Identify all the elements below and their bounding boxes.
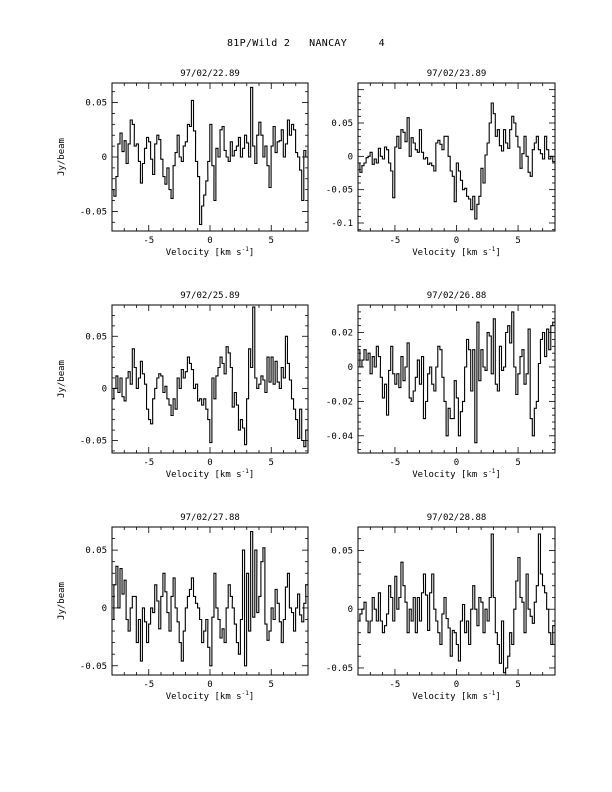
page-title: 81P/Wild 2 NANCAY 4	[226, 38, 385, 49]
x-tick-label: 0	[453, 680, 460, 690]
x-tick-label: 5	[515, 236, 521, 246]
x-tick-label: 5	[268, 236, 274, 246]
y-tick-label: 0	[347, 152, 353, 163]
x-axis-label: Velocity [km $s^{-1}$]	[165, 690, 255, 702]
spectrum-line	[112, 532, 308, 666]
spectrum-line	[358, 312, 555, 443]
x-axis-label: Velocity [km $s^{-1}$]	[165, 468, 255, 480]
spectrum-panel-6	[326, 513, 555, 702]
x-axis-label: Velocity [km $s^{-1}$]	[165, 246, 255, 258]
x-tick-label: 5	[515, 458, 521, 468]
plot-frame	[358, 83, 555, 231]
y-tick-label: 0.05	[331, 546, 353, 557]
x-tick-label: -5	[389, 458, 401, 468]
spectrum-line	[358, 103, 555, 219]
x-tick-label: -5	[143, 236, 155, 246]
panel-title: 97/02/28.88	[426, 513, 487, 523]
spectrum-panel-5	[57, 513, 308, 702]
spectrum-line	[358, 534, 555, 673]
x-tick-label: -5	[389, 680, 401, 690]
y-tick-label: 0.05	[331, 119, 353, 129]
plot-frame	[358, 527, 555, 675]
panel-title: 97/02/22.89	[180, 69, 240, 79]
x-tick-label: -5	[143, 680, 155, 690]
y-tick-label: -0.05	[79, 436, 107, 447]
x-axis-label: Velocity [km $s^{-1}$]	[412, 690, 501, 702]
y-axis-label: Jy/beam	[57, 360, 67, 398]
x-tick-label: 5	[268, 680, 274, 690]
x-axis-label: Velocity [km $s^{-1}$]	[412, 246, 501, 258]
x-tick-label: 0	[453, 458, 460, 468]
y-tick-label: -0.1	[331, 219, 353, 229]
panel-title: 97/02/27.88	[180, 513, 240, 523]
y-tick-label: 0.05	[85, 98, 107, 109]
spectrum-panel-4	[326, 291, 555, 480]
spectrum-line	[112, 87, 308, 224]
y-tick-label: 0	[101, 384, 107, 395]
x-tick-label: -5	[389, 236, 401, 246]
x-tick-label: 5	[268, 458, 274, 468]
x-tick-label: 0	[207, 236, 213, 246]
x-tick-label: 0	[207, 680, 213, 690]
y-tick-label: 0.02	[331, 328, 353, 339]
spectrum-panel-1	[57, 69, 308, 258]
spectrum-line	[112, 307, 308, 447]
y-tick-label: -0.05	[79, 661, 107, 672]
x-tick-label: 0	[453, 236, 460, 246]
spectrum-panel-2	[326, 69, 555, 258]
x-tick-label: 0	[207, 458, 213, 468]
y-tick-label: 0.05	[85, 332, 107, 343]
y-tick-label: -0.04	[325, 431, 353, 442]
panel-title: 97/02/25.89	[180, 291, 240, 301]
panel-title: 97/02/26.88	[426, 291, 487, 301]
x-tick-label: -5	[143, 458, 155, 468]
plot-frame	[358, 305, 555, 453]
y-tick-label: 0	[347, 605, 353, 616]
y-tick-label: -0.05	[325, 185, 353, 196]
panel-title: 97/02/23.89	[426, 69, 487, 79]
y-tick-label: -0.05	[79, 207, 107, 218]
y-tick-label: -0.02	[325, 397, 353, 408]
y-axis-label: Jy/beam	[57, 582, 67, 620]
y-tick-label: 0	[101, 603, 107, 614]
x-tick-label: 5	[515, 680, 521, 690]
spectrum-panel-3	[57, 291, 308, 480]
y-tick-label: 0.05	[85, 546, 107, 557]
y-tick-label: 0	[101, 153, 107, 163]
y-tick-label: -0.05	[325, 663, 353, 674]
y-tick-label: 0	[347, 362, 353, 373]
x-axis-label: Velocity [km $s^{-1}$]	[412, 468, 501, 480]
y-axis-label: Jy/beam	[57, 138, 67, 176]
